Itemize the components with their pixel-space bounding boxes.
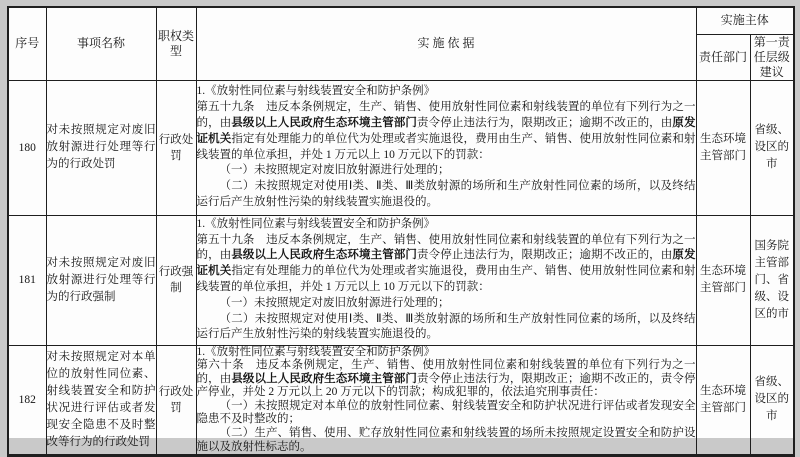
basis-item-2: （二）生产、销售、使用、贮存放射性同位素和射线装置的场所未按照规定设置安全和防护设施以及放射性标志的。: [196, 427, 696, 453]
table-row: [8, 80, 794, 215]
authority-type-cell: 行政处罚: [156, 80, 196, 215]
header-basis: 实 施 依 据: [196, 7, 696, 80]
authority-type-cell: 行政强制: [156, 215, 196, 345]
basis-cell: [196, 80, 696, 215]
document-sheet: [7, 6, 793, 453]
level-cell: 省级、设区的市: [750, 345, 794, 456]
item-name-cell: 对未按照规定对废旧放射源进行处理等行为的行政处罚: [46, 80, 156, 215]
department-cell: 生态环境主管部门: [696, 215, 750, 345]
basis-cell: [196, 345, 696, 456]
basis-title: 1.《放射性同位素与射线装置安全和防护条例》: [196, 345, 436, 358]
basis-item-1: （一）未按照规定对废旧放射源进行处理的；: [219, 164, 450, 177]
item-name-cell: 对未按照规定对废旧放射源进行处理等行为的行政强制: [46, 215, 156, 345]
header-serial: 序号: [8, 7, 46, 80]
authority-items-table: [7, 6, 795, 457]
basis-item-2: （二）未按照规定对使用Ⅰ类、Ⅱ类、Ⅲ类放射源的场所和生产放射性同位素的场所，以及终结运行后产生放射性污染的射线装置实施退役的。: [196, 312, 696, 341]
item-name-cell: 对未按照规定对本单位的放射性同位素、射线装置安全和防护状况进行评估或者发现安全隐患不及时整改等行为的行政处罚: [46, 345, 156, 456]
table-row: [8, 215, 794, 345]
serial-cell: 180: [8, 80, 46, 215]
level-cell: 国务院主管部门、省级、设区的市: [750, 215, 794, 345]
basis-paragraph: 第五十九条 违反本条例规定，生产、销售、使用放射性同位素和射线装置的单位有下列行为之一的，由县级以上人民政府生态环境主管部门责令停止违法行为，限期改正；逾期不改正的，由原发证机关指定有处理能力的单位代为处理或者实施退役，费用由生产、销售、使用放射性同位素和射线装置的单位承担，并处 1 万元以上 10 万元以下的罚款：: [196, 101, 696, 161]
basis-item-1: （一）未按照规定对废旧放射源进行处理的；: [219, 296, 450, 309]
authority-type-cell: 行政处罚: [156, 345, 196, 456]
level-cell: 省级、设区的市: [750, 80, 794, 215]
basis-paragraph: 第六十条 违反本条例规定，生产、销售、使用放射性同位素和射线装置的单位有下列行为之一的，由县级以上人民政府生态环境主管部门责令停止违法行为，限期改正；逾期不改正的，责令停产停业，并处 2 万元以上 20 万元以下的罚款；构成犯罪的，依法追究刑事责任：: [196, 359, 696, 399]
header-implementing-body: 实施主体: [696, 7, 794, 34]
serial-cell: 181: [8, 215, 46, 345]
basis-title: 1.《放射性同位素与射线装置安全和防护条例》: [196, 85, 436, 98]
header-authority-type: 职权类型: [156, 7, 196, 80]
basis-cell: [196, 215, 696, 345]
header-row-top: [8, 7, 794, 34]
basis-item-1: （一）未按照规定对本单位的放射性同位素、射线装置安全和防护状况进行评估或者发现安全隐患不及时整改的；: [196, 399, 696, 426]
header-item-name: 事项名称: [46, 7, 156, 80]
department-cell: 生态环境主管部门: [696, 80, 750, 215]
table-row: [8, 345, 794, 456]
basis-paragraph: 第五十九条 违反本条例规定，生产、销售、使用放射性同位素和射线装置的单位有下列行为之一的，由县级以上人民政府生态环境主管部门责令停止违法行为，限期改正；逾期不改正的，由原发证机关指定有处理能力的单位代为处理或者实施退役，费用由生产、销售、使用放射性同位素和射线装置的单位承担，并处 1 万元以上 10 万元以下的罚款：: [196, 233, 696, 293]
basis-item-2: （二）未按照规定对使用Ⅰ类、Ⅱ类、Ⅲ类放射源的场所和生产放射性同位素的场所，以及终结运行后产生放射性污染的射线装置实施退役的。: [196, 180, 696, 208]
header-responsible-dept: 责任部门: [696, 34, 750, 80]
serial-cell: 182: [8, 345, 46, 456]
basis-title: 1.《放射性同位素与射线装置安全和防护条例》: [196, 217, 436, 230]
header-first-level: 第一责任层级建议: [750, 34, 794, 80]
department-cell: 生态环境主管部门: [696, 345, 750, 456]
